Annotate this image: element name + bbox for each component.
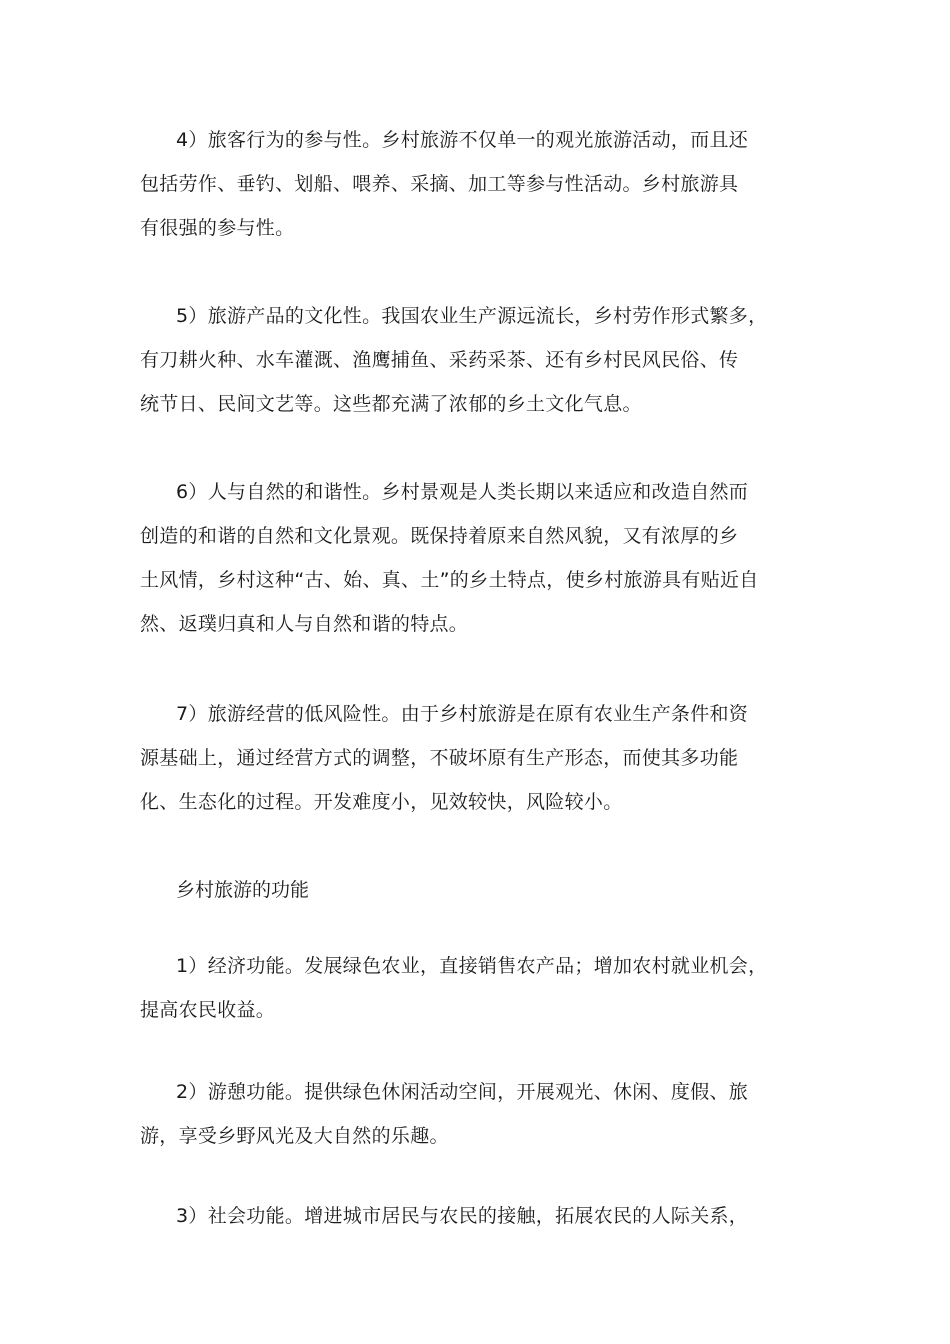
- paragraph-line: 游，享受乡野风光及大自然的乐趣。: [140, 1125, 449, 1147]
- paragraph-low-risk: [140, 692, 830, 824]
- paragraph-line: 4）旅客行为的参与性。乡村旅游不仅单一的观光旅游活动，而且还: [176, 129, 749, 151]
- paragraph-line: 然、返璞归真和人与自然和谐的特点。: [140, 613, 469, 635]
- section-heading: 乡村旅游的功能: [176, 879, 310, 901]
- paragraph-line: 3）社会功能。增进城市居民与农民的接触，拓展农民的人际关系，: [176, 1205, 749, 1227]
- paragraph-line: 7）旅游经营的低风险性。由于乡村旅游是在原有农业生产条件和资: [176, 703, 749, 725]
- paragraph-line: 1）经济功能。发展绿色农业，直接销售农产品；增加农村就业机会，: [176, 955, 768, 977]
- paragraph-line: 源基础上，通过经营方式的调整，不破坏原有生产形态，而使其多功能: [140, 747, 739, 769]
- paragraph-line: 包括劳作、垂钓、划船、喂养、采摘、加工等参与性活动。乡村旅游具: [140, 173, 739, 195]
- paragraph-line: 提高农民收益。: [140, 999, 276, 1021]
- paragraph-line: 有刀耕火种、水车灌溉、渔鹰捕鱼、采药采茶、还有乡村民风民俗、传: [140, 349, 739, 371]
- paragraph-harmony: [140, 470, 830, 646]
- paragraph-line: 有很强的参与性。: [140, 217, 295, 239]
- paragraph-line: 6）人与自然的和谐性。乡村景观是人类长期以来适应和改造自然而: [176, 481, 749, 503]
- paragraph-recreation: [140, 1070, 830, 1158]
- paragraph-line: 创造的和谐的自然和文化景观。既保持着原来自然风貌，又有浓厚的乡: [140, 525, 739, 547]
- paragraph-line: 土风情，乡村这种“古、始、真、土”的乡土特点，使乡村旅游具有贴近自: [140, 569, 759, 591]
- paragraph-economic: [140, 944, 830, 1032]
- paragraph-line: 5）旅游产品的文化性。我国农业生产源远流长，乡村劳作形式繁多，: [176, 305, 768, 327]
- paragraph-culture: [140, 294, 830, 426]
- paragraph-line: 2）游憩功能。提供绿色休闲活动空间，开展观光、休闲、度假、旅: [176, 1081, 749, 1103]
- paragraph-participation: [140, 118, 830, 250]
- paragraph-line: 化、生态化的过程。开发难度小，见效较快，风险较小。: [140, 791, 623, 813]
- paragraph-social: [140, 1194, 830, 1238]
- paragraph-line: 统节日、民间文艺等。这些都充满了浓郁的乡土文化气息。: [140, 393, 642, 415]
